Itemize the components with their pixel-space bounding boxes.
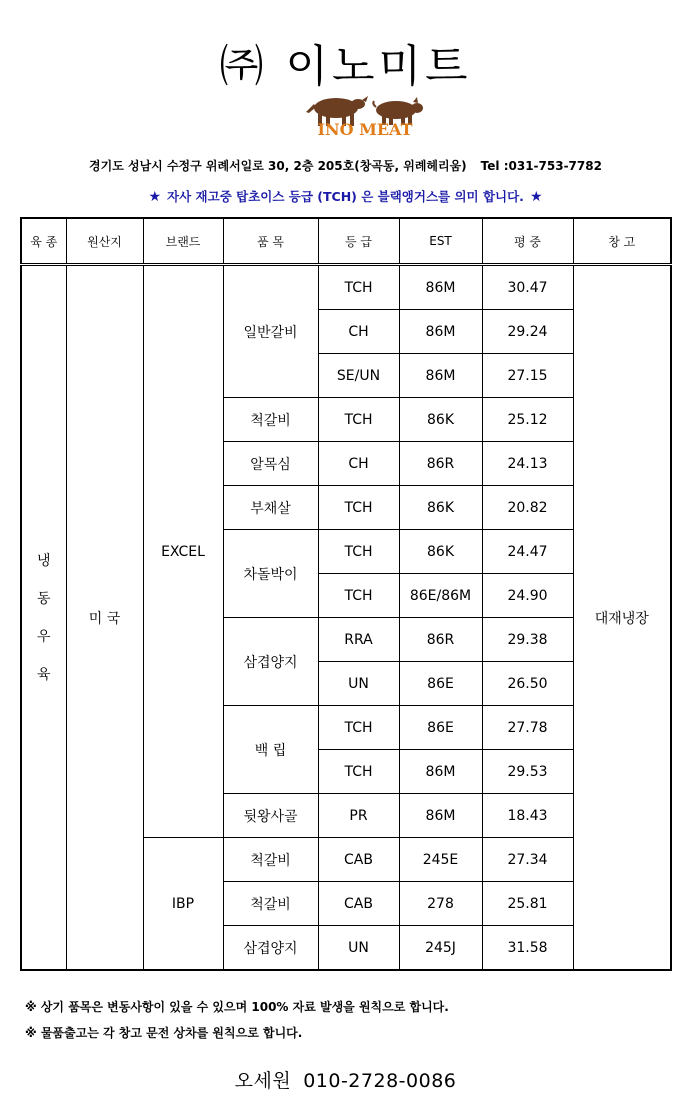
telephone: Tel :031-753-7782	[480, 159, 602, 173]
warehouse-cell: 대재냉장	[573, 265, 671, 971]
weight-cell: 25.81	[482, 882, 573, 926]
est-cell: 86E/86M	[399, 574, 482, 618]
meat-type-char: 동	[36, 590, 51, 607]
grade-cell: RRA	[318, 618, 399, 662]
item-cell: 알목심	[223, 442, 318, 486]
weight-cell: 26.50	[482, 662, 573, 706]
logo-text: INO MEAT	[317, 120, 413, 139]
star-icon: ★	[529, 189, 543, 205]
est-cell: 86R	[399, 442, 482, 486]
weight-cell: 18.43	[482, 794, 573, 838]
contact-name: 오세원	[234, 1070, 292, 1092]
weight-cell: 29.53	[482, 750, 573, 794]
weight-cell: 27.15	[482, 354, 573, 398]
grade-cell: UN	[318, 926, 399, 971]
est-cell: 86E	[399, 706, 482, 750]
weight-cell: 24.90	[482, 574, 573, 618]
meat-type-char: 우	[36, 628, 51, 645]
item-cell: 백 립	[223, 706, 318, 794]
header-meat-type: 육 종	[21, 218, 66, 265]
item-cell: 삼겹양지	[223, 618, 318, 706]
weight-cell: 27.34	[482, 838, 573, 882]
grade-cell: CH	[318, 442, 399, 486]
header-item: 품 목	[223, 218, 318, 265]
footnote-change-notice: ※ 상기 품목은 변동사항이 있을 수 있으며 100% 자료 발생을 원칙으로 합니다.	[25, 1000, 449, 1014]
grade-cell: TCH	[318, 398, 399, 442]
contact-line	[0, 1066, 691, 1093]
item-cell: 삼겹양지	[223, 926, 318, 971]
item-cell: 일반갈비	[223, 265, 318, 398]
weight-cell: 24.13	[482, 442, 573, 486]
company-title: ㈜ 이노미트	[219, 41, 472, 92]
address-text: 경기도 성남시 수정구 위례서일로 30, 2층 205호(창곡동, 위례헤리움)	[89, 159, 467, 173]
grade-cell: SE/UN	[318, 354, 399, 398]
item-cell: 부채살	[223, 486, 318, 530]
est-cell: 86K	[399, 530, 482, 574]
weight-cell: 30.47	[482, 265, 573, 310]
brand-cell: IBP	[143, 838, 223, 971]
origin-cell: 미 국	[66, 265, 143, 971]
est-cell: 245J	[399, 926, 482, 971]
item-cell: 차돌박이	[223, 530, 318, 618]
est-cell: 278	[399, 882, 482, 926]
est-cell: 245E	[399, 838, 482, 882]
item-cell: 척갈비	[223, 838, 318, 882]
stock-table	[20, 217, 672, 971]
weight-cell: 25.12	[482, 398, 573, 442]
header-est: EST	[399, 218, 482, 265]
item-cell: 척갈비	[223, 398, 318, 442]
brand-cell: EXCEL	[143, 265, 223, 838]
grade-cell: CH	[318, 310, 399, 354]
weight-cell: 20.82	[482, 486, 573, 530]
header-warehouse: 창 고	[573, 218, 671, 265]
grade-cell: PR	[318, 794, 399, 838]
contact-phone: 010-2728-0086	[303, 1070, 457, 1092]
est-cell: 86K	[399, 398, 482, 442]
grade-cell: CAB	[318, 838, 399, 882]
est-cell: 86M	[399, 310, 482, 354]
weight-cell: 29.38	[482, 618, 573, 662]
weight-cell: 29.24	[482, 310, 573, 354]
est-cell: 86R	[399, 618, 482, 662]
meat-type-cell	[21, 265, 66, 971]
grade-cell: TCH	[318, 706, 399, 750]
est-cell: 86M	[399, 354, 482, 398]
table-header-row	[21, 218, 671, 265]
notice-text: 자사 재고중 탑초이스 등급 (TCH) 은 블랙앵거스를 의미 합니다.	[167, 189, 524, 204]
star-icon: ★	[148, 189, 162, 205]
header-origin: 원산지	[66, 218, 143, 265]
weight-cell: 24.47	[482, 530, 573, 574]
grade-cell: TCH	[318, 530, 399, 574]
est-cell: 86E	[399, 662, 482, 706]
est-cell: 86M	[399, 265, 482, 310]
grade-cell: TCH	[318, 265, 399, 310]
header-brand: 브랜드	[143, 218, 223, 265]
grade-cell: TCH	[318, 750, 399, 794]
item-cell: 뒷왕사골	[223, 794, 318, 838]
header-grade: 등 급	[318, 218, 399, 265]
meat-type-char: 냉	[36, 552, 51, 569]
weight-cell: 31.58	[482, 926, 573, 971]
meat-type-char: 육	[36, 666, 51, 683]
company-logo	[300, 94, 430, 144]
est-cell: 86M	[399, 750, 482, 794]
grade-cell: CAB	[318, 882, 399, 926]
weight-cell: 27.78	[482, 706, 573, 750]
table-row	[21, 265, 671, 310]
notice-line	[0, 187, 691, 205]
est-cell: 86M	[399, 794, 482, 838]
est-cell: 86K	[399, 486, 482, 530]
grade-cell: TCH	[318, 486, 399, 530]
grade-cell: TCH	[318, 574, 399, 618]
grade-cell: UN	[318, 662, 399, 706]
item-cell: 척갈비	[223, 882, 318, 926]
company-address	[0, 157, 691, 174]
header-avg-weight: 평 중	[482, 218, 573, 265]
footnote-shipping-notice: ※ 물품출고는 각 창고 문전 상차를 원칙으로 합니다.	[25, 1026, 303, 1040]
